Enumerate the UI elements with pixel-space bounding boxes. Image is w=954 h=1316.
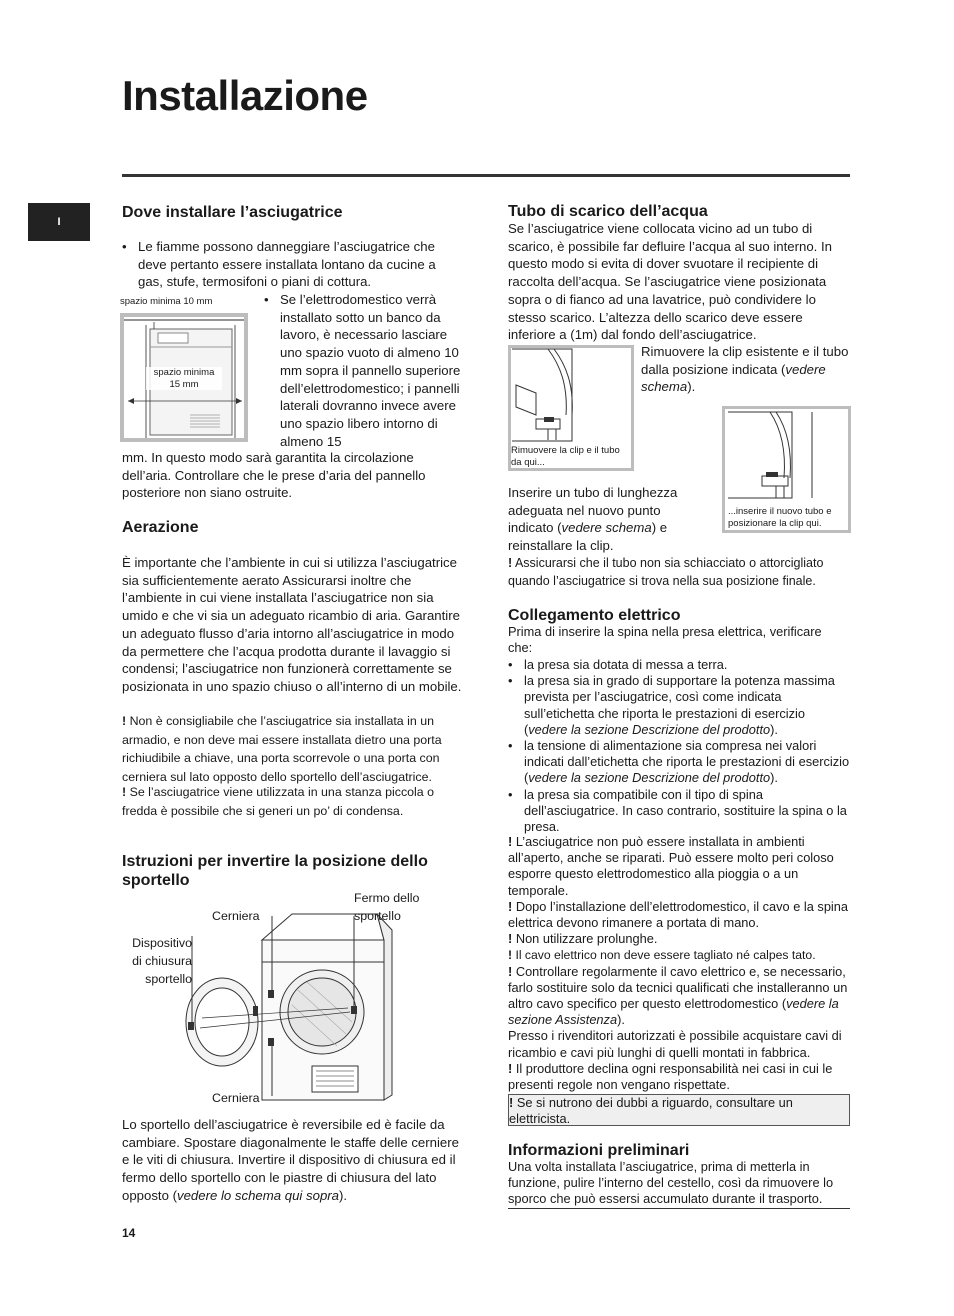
- list-item: • la presa sia compatibile con il tipo di spina dell’asciugatrice. In caso contrario, sostituire la spina o la presa.: [508, 787, 850, 836]
- preliminary-paragraph: Una volta installata l’asciugatrice, prima di metterla in funzione, pulire l’interno del cestello, così da rimuovere lo sporco che può essersi accumulato durante il trasporto.: [508, 1159, 834, 1207]
- page-number: 14: [122, 1226, 136, 1240]
- ventilation-warning-2: ! Se l’asciugatrice viene utilizzata in una stanza piccola o fredda è possibile che si generi un po’ di condensa.: [122, 785, 435, 818]
- ventilation-warning-1: ! Non è consigliabile che l’asciugatrice sia installata in un armadio, e non deve mai essere installata dietro una porta richiudibile a chiave, una porta scorrevole o una porta con cerniera sul lato opposto dello sportello dell’asciugatrice.: [122, 714, 442, 784]
- section-heading-electrical: Collegamento elettrico: [508, 607, 681, 624]
- figure-label-side-space: spazio minima 15 mm: [146, 367, 222, 390]
- label-door-latch: Dispositivo di chiusura sportello: [132, 936, 192, 986]
- electrical-intro: Prima di inserire la spina nella presa elettrica, verificare che:: [508, 624, 822, 656]
- warning-icon: !: [122, 785, 127, 799]
- list-item: • Se l’elettrodomestico verrà installato sotto un banco da lavoro, è necessario lasciare uno spazio vuoto di almeno 10 mm sopra il pannello superiore dell’elettrodomestico; i pannelli laterali dovranno invece avere uno spazio libero intorno di almeno 15: [264, 291, 464, 450]
- electrical-spare-parts: Presso i rivenditori autorizzati è possibile acquistare cavi di ricambio e cavi più lunghi di quelli montati in fabbrica.: [508, 1028, 842, 1060]
- section-heading-preliminary: Informazioni preliminari: [508, 1142, 690, 1159]
- section-heading-ventilation: Aerazione: [122, 519, 199, 536]
- drain-paragraph: Se l’asciugatrice viene collocata vicino ad un tubo di scarico, è possibile far defluire l’acqua al suo interno. In questo modo si evita di dover svuotare il recipiente di raccolta dell’acqua. Se l’asciugatrice viene posizionata sopra o di fianco ad una lavatrice, può condividere lo stesso scarico. L’altezza dello scarico deve essere inferiore a (1m) dal fondo dell’asciugatrice.: [508, 221, 833, 343]
- electrical-warning-4: ! Il cavo elettrico non deve essere tagliato né calpes tato.: [508, 948, 816, 963]
- section-heading-where: Dove installare l’asciugatrice: [122, 204, 343, 221]
- electrical-warning-6: ! Il produttore declina ogni responsabilità nei casi in cui le presenti regole non vengano rispettate.: [508, 1060, 833, 1093]
- warning-icon: !: [508, 556, 513, 570]
- warning-icon: !: [509, 1095, 514, 1110]
- door-paragraph: Lo sportello dell’asciugatrice è reversibile ed è facile da cambiare. Spostare diagonalmente le staffe delle cerniere e le viti di chiusura. Invertire il dispositivo di chiusura ed il fermo dello sportello con le piastre di chiusura del lato opposto (vedere lo schema qui sopra).: [122, 1117, 459, 1203]
- title-rule: [122, 174, 850, 177]
- warning-icon: !: [508, 1060, 513, 1076]
- warning-icon: !: [508, 948, 513, 963]
- drain-warning: ! Assicurarsi che il tubo non sia schiacciato o attorcigliato quando l’asciugatrice si trova nella sua posizione finale.: [508, 556, 824, 588]
- section-heading-drain: Tubo di scarico dell’acqua: [508, 203, 708, 220]
- drain-side-text: Rimuovere la clip esistente e il tubo dalla posizione indicata (vedere schema).: [641, 344, 849, 395]
- bottom-rule: [508, 1208, 850, 1209]
- warning-icon: !: [508, 898, 513, 914]
- warning-icon: !: [122, 714, 127, 728]
- list-item: • la presa sia in grado di supportare la potenza massima prevista per l’asciugatrice, così come indicata sull’etichetta che riporta le prestazioni di esercizio (vedere la sezione Descrizione del prodotto).: [508, 673, 850, 738]
- list-item: • la presa sia dotata di messa a terra.: [508, 657, 850, 673]
- list-item: • la tensione di alimentazione sia compresa nei valori indicati dall’etichetta che riporta le prestazioni di esercizio (vedere la sezione Descrizione del prodotto).: [508, 738, 850, 787]
- language-tab: I: [28, 203, 90, 241]
- warning-icon: !: [508, 963, 513, 979]
- figure-label-top-space: spazio minima 10 mm: [120, 296, 213, 307]
- list-item: • Le fiamme possono danneggiare l’asciugatrice che deve pertanto essere installata lontano da cucine a gas, stufe, termosifoni o piani di cottura.: [122, 238, 464, 291]
- where-bullet-list: [122, 238, 464, 291]
- electrician-note-box: ! Se si nutrono dei dubbi a riguardo, consultare un elettricista.: [508, 1094, 850, 1126]
- electrical-warning-5: ! Controllare regolarmente il cavo elettrico e, se necessario, farlo sostituire solo da tecnici qualificati che installeranno un altro cavo specifico per questo elettrodomestico (vedere la sezione Assistenza).: [508, 963, 848, 1028]
- label-hinge-top: Cerniera: [212, 909, 260, 923]
- label-door-stop: Fermo dello sportello: [354, 891, 420, 923]
- where-paragraph-cont: mm. In questo modo sarà garantita la circolazione dell’aria. Controllare che le prese d’aria del pannello posteriore non siano ostruite.: [122, 450, 426, 501]
- ventilation-paragraph: È importante che l’ambiente in cui si utilizza l’asciugatrice sia sufficientemente aerato Assicurarsi inoltre che l’ambiente in cui viene installata l’asciugatrice non sia umido e che vi sia un adeguato ricambio di aria. Garantire un adeguato flusso d’aria intorno all’asciugatrice in modo da permettere che l’acqua prodotta durante il lavaggio si condensi; l’asciugatrice non funzionerà correttamente se posizionata in uno spazio chiuso o all’interno di un mobile.: [122, 555, 462, 694]
- drain-caption-insert: ...inserire il nuovo tubo e posizionare la clip qui.: [728, 506, 848, 529]
- section-heading-door: Istruzioni per invertire la posizione dello sportello: [122, 853, 428, 889]
- electrical-warning-3: ! Non utilizzare prolunghe.: [508, 931, 658, 947]
- electrical-warning-2: ! Dopo l’installazione dell’elettrodomestico, il cavo e la spina elettrica devono rimanere a portata di mano.: [508, 898, 849, 931]
- warning-icon: !: [508, 834, 513, 849]
- where-bullet-list-2: [264, 291, 464, 450]
- page-title: Installazione: [122, 72, 368, 119]
- label-hinge-bottom: Cerniera: [212, 1091, 260, 1105]
- drain-caption-remove: Rimuovere la clip e il tubo da qui...: [511, 445, 620, 468]
- electrical-bullet-list: [508, 657, 850, 835]
- electrical-warnings: [508, 834, 850, 1093]
- warning-icon: !: [508, 931, 513, 947]
- electrical-warning-1: ! L’asciugatrice non può essere installata in ambienti all’aperto, anche se riparati. Può essere molto peri coloso esporre questo elettrodomestico alla pioggia o a un temporale.: [508, 834, 834, 898]
- drain-insert-text: Inserire un tubo di lunghezza adeguata nel nuovo punto indicato (vedere schema) e reinstallare la clip.: [508, 485, 678, 554]
